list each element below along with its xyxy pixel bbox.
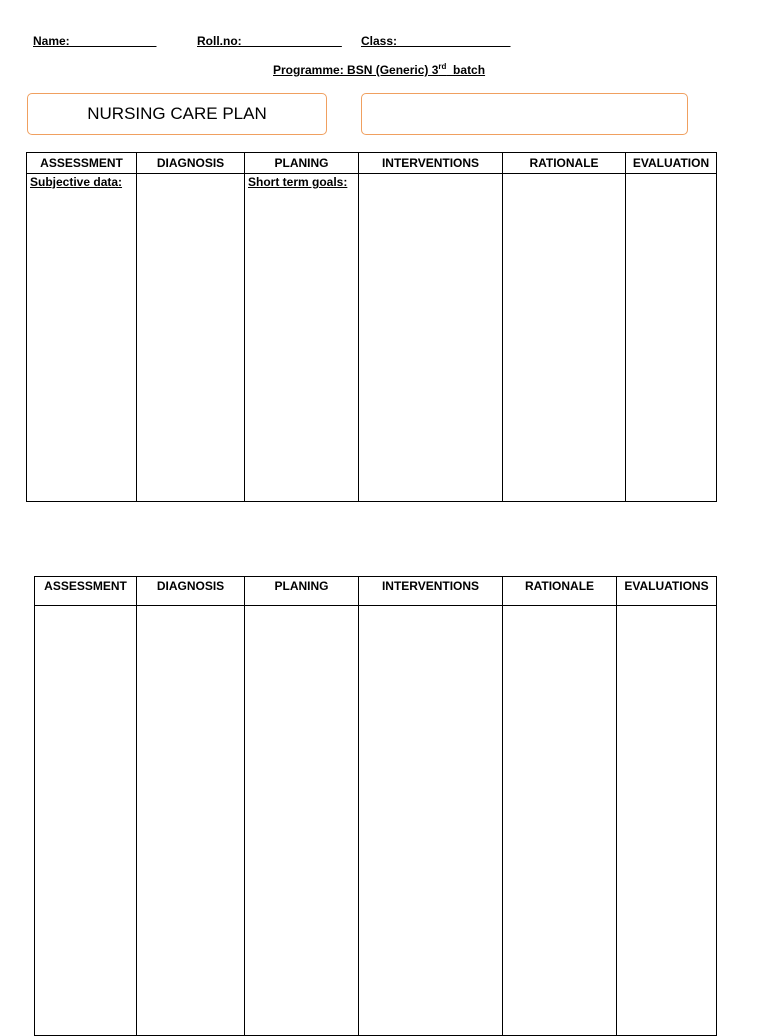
planing-cell[interactable] xyxy=(245,174,359,502)
table-header-row xyxy=(27,153,717,174)
table-header-row xyxy=(35,577,717,606)
column-header-evaluation: EVALUATION xyxy=(626,153,717,174)
column-header-diagnosis: DIAGNOSIS xyxy=(137,577,245,606)
column-header-rationale: RATIONALE xyxy=(503,153,626,174)
column-header-diagnosis: DIAGNOSIS xyxy=(137,153,245,174)
programme-suffix: batch xyxy=(446,63,486,77)
table-body-row xyxy=(35,606,717,1036)
short-term-goals-label: Short term goals: xyxy=(248,175,348,189)
rationale-cell[interactable] xyxy=(503,174,626,502)
planing-cell[interactable] xyxy=(245,606,359,1036)
student-info-line xyxy=(33,34,533,50)
subjective-data-label: Subjective data: xyxy=(30,175,123,189)
class-field[interactable]: Class:_________________ xyxy=(361,34,511,48)
programme-ordinal-suffix: rd xyxy=(438,62,447,71)
programme-prefix: Programme: BSN (Generic) 3 xyxy=(273,63,439,77)
column-header-interventions: INTERVENTIONS xyxy=(359,577,503,606)
column-header-planing: PLANING xyxy=(245,153,359,174)
column-header-planing: PLANING xyxy=(245,577,359,606)
roll-no-field[interactable]: Roll.no:_______________ xyxy=(197,34,342,48)
table-body-row xyxy=(27,174,717,502)
title-box xyxy=(27,93,327,135)
diagnosis-cell[interactable] xyxy=(137,606,245,1036)
interventions-cell[interactable] xyxy=(359,174,503,502)
programme-line xyxy=(273,63,485,77)
rationale-cell[interactable] xyxy=(503,606,617,1036)
assessment-cell[interactable] xyxy=(27,174,137,502)
page-title: NURSING CARE PLAN xyxy=(87,104,267,123)
interventions-cell[interactable] xyxy=(359,606,503,1036)
care-plan-table-1 xyxy=(26,152,717,502)
blank-box[interactable] xyxy=(361,93,688,135)
care-plan-table-2 xyxy=(34,576,717,1036)
column-header-interventions: INTERVENTIONS xyxy=(359,153,503,174)
column-header-evaluations: EVALUATIONS xyxy=(617,577,717,606)
evaluation-cell[interactable] xyxy=(626,174,717,502)
column-header-rationale: RATIONALE xyxy=(503,577,617,606)
column-header-assessment: ASSESSMENT xyxy=(35,577,137,606)
diagnosis-cell[interactable] xyxy=(137,174,245,502)
evaluations-cell[interactable] xyxy=(617,606,717,1036)
column-header-assessment: ASSESSMENT xyxy=(27,153,137,174)
name-field[interactable]: Name:_____________ xyxy=(33,34,157,48)
assessment-cell[interactable] xyxy=(35,606,137,1036)
